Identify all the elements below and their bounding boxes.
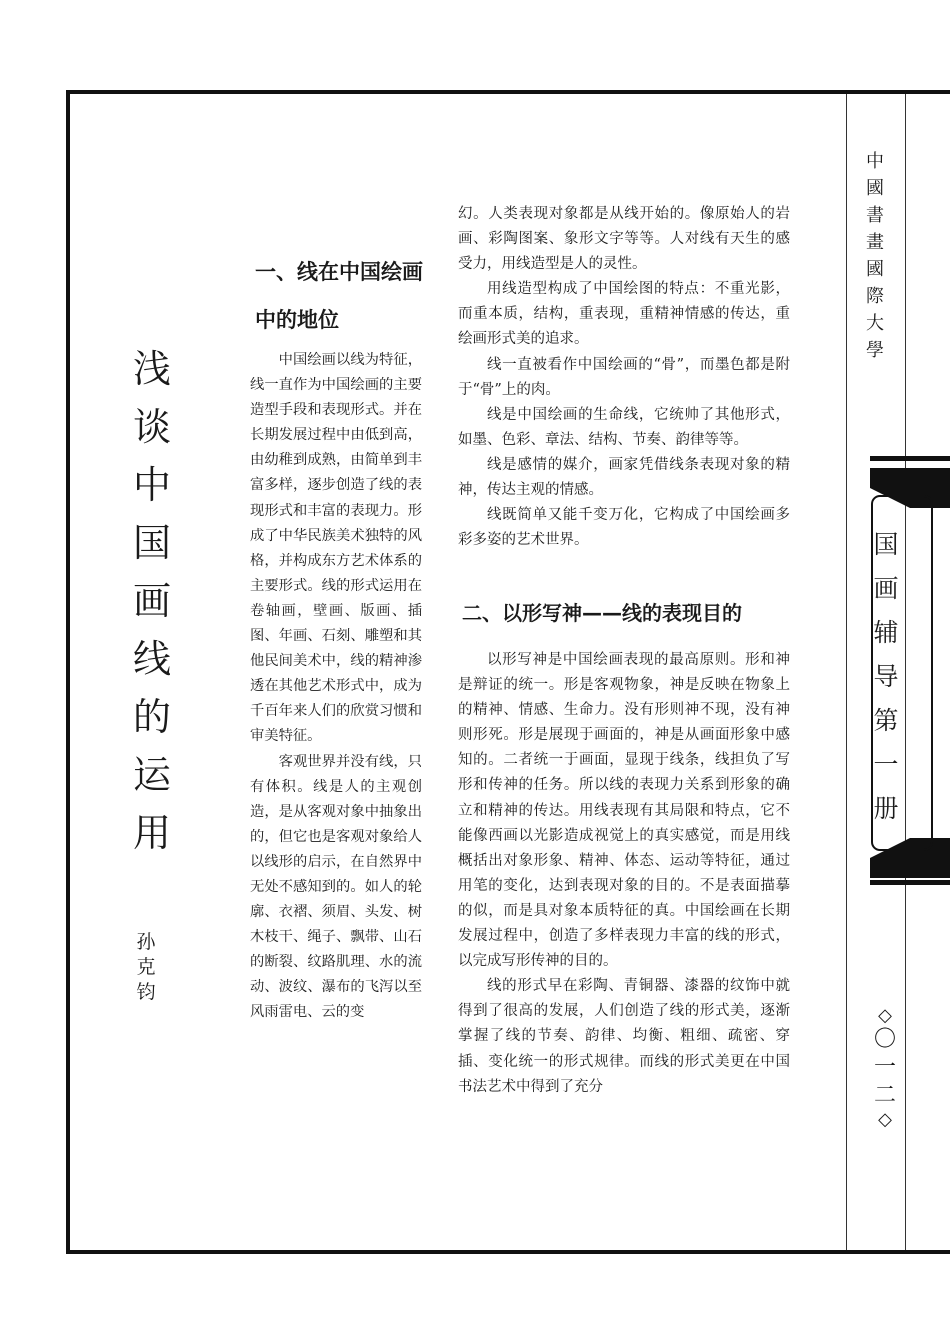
text-column-1 [250, 348, 422, 1026]
page-digit: 二 [873, 1083, 896, 1108]
body-paragraph: 线既简单又能千变万化，它构成了中国绘画多彩多姿的艺术世界。 [458, 507, 790, 549]
body-paragraph: 线是感情的媒介，画家凭借线条表现对象的精神，传达主观的情感。 [458, 456, 790, 499]
text-column-3 [458, 648, 790, 1100]
banner-rule-bottom [870, 880, 950, 885]
section1-heading: 一、线在中国绘画中的地位 [255, 260, 423, 332]
section2-heading: 二、以形写神——线的表现目的 [462, 601, 742, 625]
body-paragraph: 线的形式早在彩陶、青铜器、漆器的纹饰中就得到了很高的发展，人们创造了线的形式美，逐渐掌握了线的节奏、韵律、均衡、粗细、疏密、穿插、变化统一的形式规律。而线的形式美更在中国书法艺术中得到了充分 [458, 978, 790, 1095]
diamond-icon: ◇ [878, 1109, 892, 1130]
banner-text: 国画辅导第一册 [873, 530, 899, 823]
body-paragraph: 以形写神是中国绘画表现的最高原则。形和神是辩证的统一。形是客观物象，神是反映在物象上的精神、情感、生命力。没有形则神不现，没有神则形死。形是展现于画面的，神是从画面形象中感知的。二者统一于画面，显现于线条，线担负了写形和传神的任务。所以线的表现力关系到形象的确立和精神的传达。用线表现有其局限和特点，它不能像西画以光影造成视觉上的真实感觉，而是用线概括出对象形象、精神、体态、运动等特征，通过用笔的变化，达到表现对象的目的。不是表面描摹的似，而是具对象本质特征的真。中国绘画在长期发展过程中，创造了多样表现力丰富的线的形式，以完成写形传神的目的。 [458, 652, 790, 970]
publication-title: 中國書畫國際大學 [866, 151, 884, 361]
article-title: 浅谈中国画线的运用 [132, 347, 171, 855]
page-frame-left [66, 90, 70, 1254]
body-paragraph: 线是中国绘画的生命线，它统帅了其他形式，如墨、色彩、章法、结构、节奏、韵律等等。 [458, 406, 790, 448]
page-digit: 一 [873, 1055, 896, 1080]
body-paragraph: 用线造型构成了中国绘图的特点：不重光影，而重本质，结构，重表现，重精神情感的传达，重绘画形式美的追求。 [458, 281, 790, 348]
body-paragraph: 幻。人类表现对象都是从线开始的。像原始人的岩画、彩陶图案、象形文字等等。人对线有天生的感受力，用线造型是人的灵性。 [458, 206, 790, 273]
text-column-2 [458, 202, 790, 553]
page-frame-top [66, 90, 950, 94]
diamond-icon: ◇ [878, 1005, 892, 1026]
body-paragraph: 中国绘画以线为特征，线一直作为中国绘画的主要造型手段和表现形式。并在长期发展过程中由低到高，由幼稚到成熟，由简单到丰富多样，逐步创造了线的表现形式和丰富的表现力。形成了中华民族美术独特的风格，并构成东方艺术体系的主要形式。线的形式运用在卷轴画，壁画、版画、插图、年画、石刻、雕塑和其他民间美术中，线的精神渗透在其他艺术形式中，成为千百年来人们的欣赏习惯和审美特征。 [250, 352, 422, 745]
page-frame-bottom [66, 1250, 950, 1254]
sidebar-divider-left [846, 94, 847, 1250]
page-digit: 〇 [873, 1027, 896, 1052]
banner-rule-top [870, 456, 950, 461]
page-number [864, 1006, 906, 1130]
body-paragraph: 客观世界并没有线，只有体积。线是人的主观创造，是从客观对象中抽象出的，但它也是客观对象给人以线形的启示，在自然界中无处不感知到的。如人的轮廓、衣褶、须眉、头发、树木枝干、绳子、飘带、山石的断裂、纹路肌理、水的流动、波纹、瀑布的飞泻以至风雨雷电、云的变 [250, 753, 422, 1021]
article-author: 孙克钧 [136, 931, 156, 1003]
body-paragraph: 线一直被看作中国绘画的“骨”，而墨色都是附于“骨”上的肉。 [458, 356, 790, 398]
